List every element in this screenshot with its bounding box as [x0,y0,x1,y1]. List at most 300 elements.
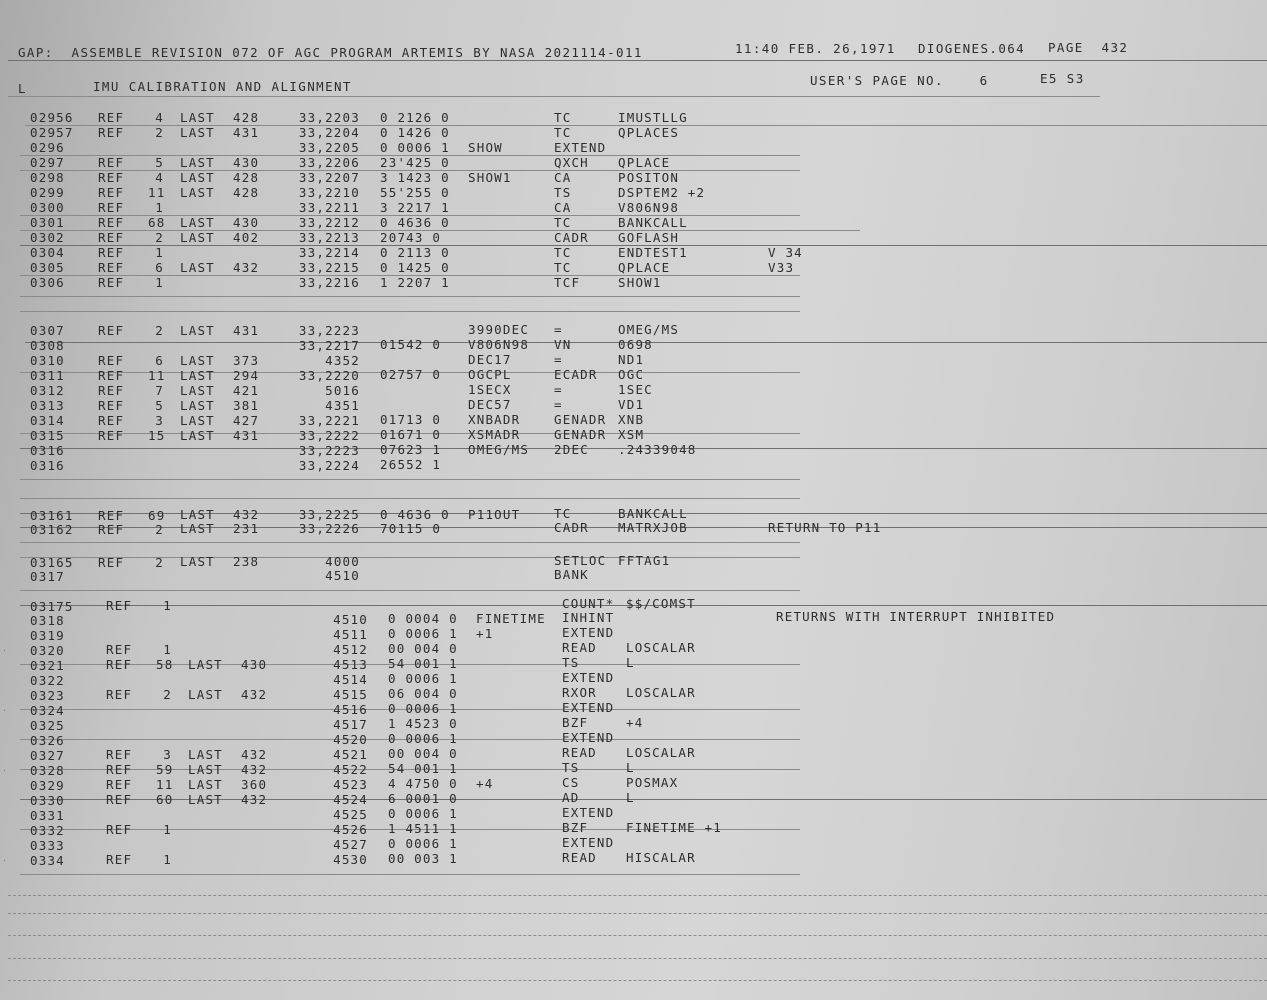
row-ref-count: 68 [148,215,166,230]
row-symbol-label: 1SECX [468,382,512,398]
row-ref-count: 1 [163,642,172,658]
row-ref-keyword: REF [98,397,125,413]
row-operand: ND1 [618,352,645,368]
row-ref-count: 1 [155,245,164,260]
row-octal-word: 0 0006 1 [388,671,458,687]
row-ref-keyword: REF [106,598,133,614]
row-line-number: 0300 [30,200,65,215]
row-address: 33,2203 [298,110,360,125]
row-opcode: TS [562,655,580,671]
header-job: DIOGENES.064 [918,41,1026,56]
row-last-page: 431 [233,427,260,443]
row-address: 4522 [333,761,368,777]
row-opcode: TC [554,215,572,230]
margin-mark: · [2,856,7,865]
row-operand: +4 [626,715,644,731]
row-opcode: READ [562,745,597,761]
row-address: 4351 [325,397,360,413]
row-operand: $$/COMST [626,596,696,612]
row-line-number: 0301 [30,215,65,230]
row-line-number: 0333 [30,837,65,853]
row-last-keyword: LAST [180,367,215,383]
row-address: 5016 [325,382,360,398]
row-symbol-label: +1 [476,625,494,641]
row-last-keyword: LAST [180,521,215,537]
row-octal-word: 0 2126 0 [380,110,450,125]
row-opcode: TC [554,110,572,125]
row-last-keyword: LAST [180,110,215,125]
row-line-number: 0297 [30,155,65,170]
row-octal-word: 26552 1 [380,457,442,473]
row-line-number: 0313 [30,397,65,413]
row-symbol-label: DEC57 [468,397,512,413]
row-line-number: 0310 [30,352,65,368]
row-operand: POSMAX [626,775,679,791]
row-opcode: BANK [554,567,589,583]
row-line-number: 0317 [30,568,65,584]
row-opcode: TC [554,125,572,140]
row-opcode: = [554,382,563,398]
row-last-keyword: LAST [188,777,223,793]
row-address: 4516 [333,701,368,717]
row-ref-count: 1 [163,598,172,614]
row-octal-word: 54 001 1 [388,761,458,777]
row-last-page: 432 [233,507,260,523]
row-last-keyword: LAST [180,170,215,185]
row-opcode: READ [562,850,597,866]
rule-line [8,935,1267,936]
rule-line [20,296,800,297]
row-line-number: 0327 [30,747,65,763]
row-address: 33,2214 [298,245,360,260]
row-operand: L [626,655,635,671]
row-line-number: 0334 [30,852,65,868]
row-address: 4526 [333,821,368,837]
row-last-page: 432 [241,791,268,807]
row-octal-word: 02757 0 [380,367,442,383]
row-octal-word: 0 4636 0 [380,506,450,522]
row-line-number: 0319 [30,627,65,643]
row-ref-keyword: REF [98,125,125,140]
row-octal-word: 20743 0 [380,230,442,245]
row-ref-keyword: REF [98,275,125,290]
row-octal-word: 55'255 0 [380,185,450,200]
row-address: 33,2213 [298,230,360,245]
row-opcode: BZF [562,715,589,731]
row-last-page: 294 [233,367,260,383]
header-time-date: 11:40 FEB. 26,1971 [735,41,896,56]
row-octal-word: 6 0001 0 [388,791,458,807]
row-octal-word: 0 1426 0 [380,125,450,140]
row-address: 33,2204 [298,125,360,140]
row-address: 4527 [333,836,368,852]
row-ref-keyword: REF [98,554,125,570]
row-opcode: COUNT* [562,596,615,612]
row-octal-word: 4 4750 0 [388,776,458,792]
row-opcode: READ [562,640,597,656]
row-ref-count: 2 [163,687,172,703]
row-ref-count: 11 [148,185,166,200]
row-last-keyword: LAST [188,687,223,703]
row-line-number: 0316 [30,457,65,473]
row-ref-keyword: REF [106,657,133,673]
row-last-keyword: LAST [188,762,223,778]
row-operand: XSM [618,427,645,443]
row-octal-word: 0 0004 0 [388,611,458,627]
row-operand: POSITON [618,170,680,185]
row-ref-keyword: REF [98,352,125,368]
row-line-number: 0296 [30,140,65,155]
row-address: 4521 [333,746,368,762]
row-last-keyword: LAST [180,125,215,140]
row-ref-keyword: REF [98,367,125,383]
row-address: 4530 [333,851,368,867]
section-title: IMU CALIBRATION AND ALIGNMENT [93,79,352,94]
users-page-number: USER'S PAGE NO. 6 [810,73,989,88]
row-opcode: 2DEC [554,442,589,458]
row-ref-count: 11 [148,367,166,383]
row-last-page: 431 [233,322,260,338]
row-ref-count: 4 [155,110,164,125]
row-address: 33,2212 [298,215,360,230]
row-line-number: 0328 [30,762,65,778]
row-line-number: 0322 [30,672,65,688]
row-operand: L [626,790,635,806]
row-last-keyword: LAST [180,397,215,413]
row-operand: QPLACE [618,155,671,170]
row-ref-keyword: REF [106,792,133,808]
row-opcode: TC [554,245,572,260]
row-operand: ENDTEST1 [618,245,688,260]
row-ref-keyword: REF [98,382,125,398]
row-opcode: EXTEND [562,730,615,746]
header-page-number: PAGE 432 [1048,40,1129,55]
row-operand: LOSCALAR [626,685,696,701]
row-ref-count: 3 [163,747,172,763]
row-last-keyword: LAST [180,412,215,428]
row-line-number: 0326 [30,732,65,748]
row-symbol-label: SHOW [468,140,503,155]
row-operand: L [626,760,635,776]
row-opcode: TCF [554,275,581,290]
row-operand: SHOW1 [618,275,662,290]
row-ref-count: 6 [155,352,164,368]
row-ref-keyword: REF [98,322,125,338]
row-ref-keyword: REF [106,687,133,703]
row-address: 33,2223 [298,442,360,458]
row-ref-keyword: REF [106,747,133,763]
row-comment: V 34 [768,245,803,260]
row-address: 4352 [325,352,360,368]
row-operand: OMEG/MS [618,322,680,338]
row-octal-word: 00 004 0 [388,641,458,657]
row-symbol-label: FINETIME [476,610,546,626]
row-line-number: 03165 [30,554,74,570]
row-opcode: CA [554,200,572,215]
row-ref-count: 1 [155,275,164,290]
row-opcode: CADR [554,230,589,245]
row-ref-count: 6 [155,260,164,275]
row-ref-count: 60 [156,792,174,808]
row-operand: .24339048 [618,442,697,458]
row-operand: BANKCALL [618,506,688,522]
rule-line [8,958,1267,959]
row-last-page: 402 [233,230,260,245]
row-address: 33,2211 [298,200,360,215]
row-opcode: = [554,397,563,413]
row-opcode: TS [562,760,580,776]
row-octal-word: 0 4636 0 [380,215,450,230]
row-address: 33,2226 [298,521,360,537]
row-operand: XNB [618,412,645,428]
row-octal-word: 0 0006 1 [388,836,458,852]
row-address: 4512 [333,641,368,657]
row-comment: V33 [768,260,795,275]
row-last-keyword: LAST [180,260,215,275]
row-last-page: 360 [241,776,268,792]
row-opcode: EXTEND [562,835,615,851]
row-ref-count: 1 [163,822,172,838]
section-letter: L [18,81,27,96]
row-operand: GOFLASH [618,230,680,245]
row-operand: VD1 [618,397,645,413]
row-symbol-label: V806N98 [468,337,530,353]
row-operand: OGC [618,367,645,383]
row-line-number: 0332 [30,822,65,838]
row-ref-count: 1 [163,852,172,868]
row-address: 4511 [333,626,368,642]
rule-line [8,980,1267,981]
row-ref-count: 2 [155,322,164,338]
row-operand: 0698 [618,337,653,353]
row-ref-count: 4 [155,170,164,185]
row-operand: FFTAG1 [618,553,671,569]
row-ref-count: 2 [155,554,164,570]
row-last-keyword: LAST [180,507,215,523]
row-opcode: GENADR [554,412,607,428]
row-octal-word: 0 0006 1 [388,701,458,717]
row-address: 33,2205 [298,140,360,155]
row-ref-keyword: REF [106,822,133,838]
row-symbol-label: P11OUT [468,506,521,522]
row-line-number: 0314 [30,412,65,428]
row-address: 33,2206 [298,155,360,170]
row-opcode: GENADR [554,427,607,443]
row-address: 4517 [333,716,368,732]
row-ref-keyword: REF [98,507,125,523]
row-line-number: 0305 [30,260,65,275]
row-address: 33,2210 [298,185,360,200]
row-line-number: 0321 [30,657,65,673]
row-last-keyword: LAST [180,230,215,245]
row-octal-word: 54 001 1 [388,656,458,672]
row-line-number: 02957 [30,125,74,140]
row-octal-word: 23'425 0 [380,155,450,170]
row-octal-word: 0 0006 1 [388,806,458,822]
row-opcode: EXTEND [554,140,607,155]
row-operand: QPLACE [618,260,671,275]
row-address: 33,2221 [298,412,360,428]
row-operand: LOSCALAR [626,640,696,656]
row-last-keyword: LAST [188,747,223,763]
row-ref-keyword: REF [98,200,125,215]
row-last-keyword: LAST [180,554,215,570]
row-octal-word: 70115 0 [380,520,442,536]
row-operand: LOSCALAR [626,745,696,761]
row-last-page: 430 [233,155,260,170]
row-ref-keyword: REF [98,170,125,185]
row-last-page: 421 [233,382,260,398]
row-last-page: 432 [241,686,268,702]
row-ref-keyword: REF [98,245,125,260]
row-octal-word: 3 2217 1 [380,200,450,215]
rule-line [8,913,1267,914]
margin-mark: · [2,706,7,715]
row-ref-count: 69 [148,507,166,523]
row-octal-word: 0 2113 0 [380,245,450,260]
row-last-page: 430 [233,215,260,230]
row-ref-keyword: REF [98,427,125,443]
row-symbol-label: 3990DEC [468,322,530,338]
row-ref-keyword: REF [98,215,125,230]
row-octal-word: 0 0006 1 [380,140,450,155]
row-last-page: 428 [233,170,260,185]
row-line-number: 03162 [30,521,74,537]
row-ref-keyword: REF [98,230,125,245]
rule-line [20,479,800,480]
row-operand: V806N98 [618,200,680,215]
row-line-number: 0329 [30,777,65,793]
row-ref-count: 1 [155,200,164,215]
row-line-number: 0320 [30,642,65,658]
row-address: 4510 [333,611,368,627]
row-octal-word: 0 0006 1 [388,626,458,642]
row-symbol-label: XSMADR [468,427,521,443]
row-ref-keyword: REF [98,155,125,170]
row-address: 4523 [333,776,368,792]
row-octal-word: 00 004 0 [388,746,458,762]
row-octal-word: 00 003 1 [388,851,458,867]
row-operand: BANKCALL [618,215,688,230]
row-ref-count: 11 [156,777,174,793]
row-octal-word: 01671 0 [380,427,442,443]
row-address: 33,2215 [298,260,360,275]
row-line-number: 03175 [30,598,74,614]
row-opcode: SETLOC [554,553,607,569]
row-line-number: 0302 [30,230,65,245]
row-operand: FINETIME +1 [626,820,722,836]
row-octal-word: 1 4523 0 [388,716,458,732]
row-operand: HISCALAR [626,850,696,866]
rule-line [8,895,1267,896]
row-opcode: TS [554,185,572,200]
margin-mark: · [2,646,7,655]
rule-line [20,557,800,558]
row-operand: 1SEC [618,382,653,398]
log-section: E5 S3 [1040,71,1085,86]
row-opcode: BZF [562,820,589,836]
row-ref-count: 5 [155,397,164,413]
row-opcode: CS [562,775,580,791]
row-octal-word: 1 4511 1 [388,821,458,837]
row-ref-keyword: REF [98,110,125,125]
rule-line [8,96,1100,97]
row-symbol-label: OMEG/MS [468,442,530,458]
row-line-number: 03161 [30,507,74,523]
row-last-page: 381 [233,397,260,413]
row-line-number: 0330 [30,792,65,808]
row-line-number: 0323 [30,687,65,703]
row-ref-keyword: REF [98,521,125,537]
row-octal-word: 1 2207 1 [380,275,450,290]
row-last-keyword: LAST [180,322,215,338]
row-address: 33,2222 [298,427,360,443]
rule-line [20,874,800,875]
row-opcode: VN [554,337,572,353]
row-operand: MATRXJOB [618,520,688,536]
row-last-page: 431 [233,125,260,140]
row-line-number: 0299 [30,185,65,200]
row-opcode: CA [554,170,572,185]
row-opcode: INHINT [562,610,615,626]
row-ref-count: 3 [155,412,164,428]
rule-line [20,498,800,499]
row-address: 33,2223 [298,322,360,338]
row-octal-word: 3 1423 0 [380,170,450,185]
row-ref-count: 2 [155,230,164,245]
row-ref-keyword: REF [106,762,133,778]
row-ref-count: 59 [156,762,174,778]
row-last-page: 432 [241,746,268,762]
row-operand: DSPTEM2 +2 [618,185,706,200]
row-last-page: 427 [233,412,260,428]
row-line-number: 0306 [30,275,65,290]
row-last-keyword: LAST [188,792,223,808]
rule-line [20,311,800,312]
row-octal-word: 07623 1 [380,442,442,458]
row-last-page: 238 [233,554,260,570]
row-line-number: 02956 [30,110,74,125]
row-opcode: CADR [554,520,589,536]
row-line-number: 0312 [30,382,65,398]
row-last-page: 428 [233,185,260,200]
row-address: 33,2207 [298,170,360,185]
row-symbol-label: DEC17 [468,352,512,368]
row-line-number: 0318 [30,612,65,628]
row-opcode: EXTEND [562,625,615,641]
row-comment: RETURNS WITH INTERRUPT INHIBITED [776,609,1056,625]
row-last-keyword: LAST [180,352,215,368]
row-comment: RETURN TO P11 [768,519,882,535]
row-ref-count: 15 [148,427,166,443]
row-line-number: 0304 [30,245,65,260]
row-address: 4513 [333,656,368,672]
row-ref-keyword: REF [106,852,133,868]
row-symbol-label: SHOW1 [468,170,512,185]
row-line-number: 0315 [30,427,65,443]
row-operand: QPLACES [618,125,680,140]
rule-line [8,60,1267,61]
row-address: 33,2220 [298,367,360,383]
row-ref-count: 2 [155,521,164,537]
row-opcode: QXCH [554,155,589,170]
row-last-page: 430 [241,656,268,672]
row-symbol-label: OGCPL [468,367,512,383]
row-opcode: RXOR [562,685,597,701]
margin-mark: · [2,766,7,775]
row-symbol-label: XNBADR [468,412,521,428]
row-operand: IMUSTLLG [618,110,688,125]
